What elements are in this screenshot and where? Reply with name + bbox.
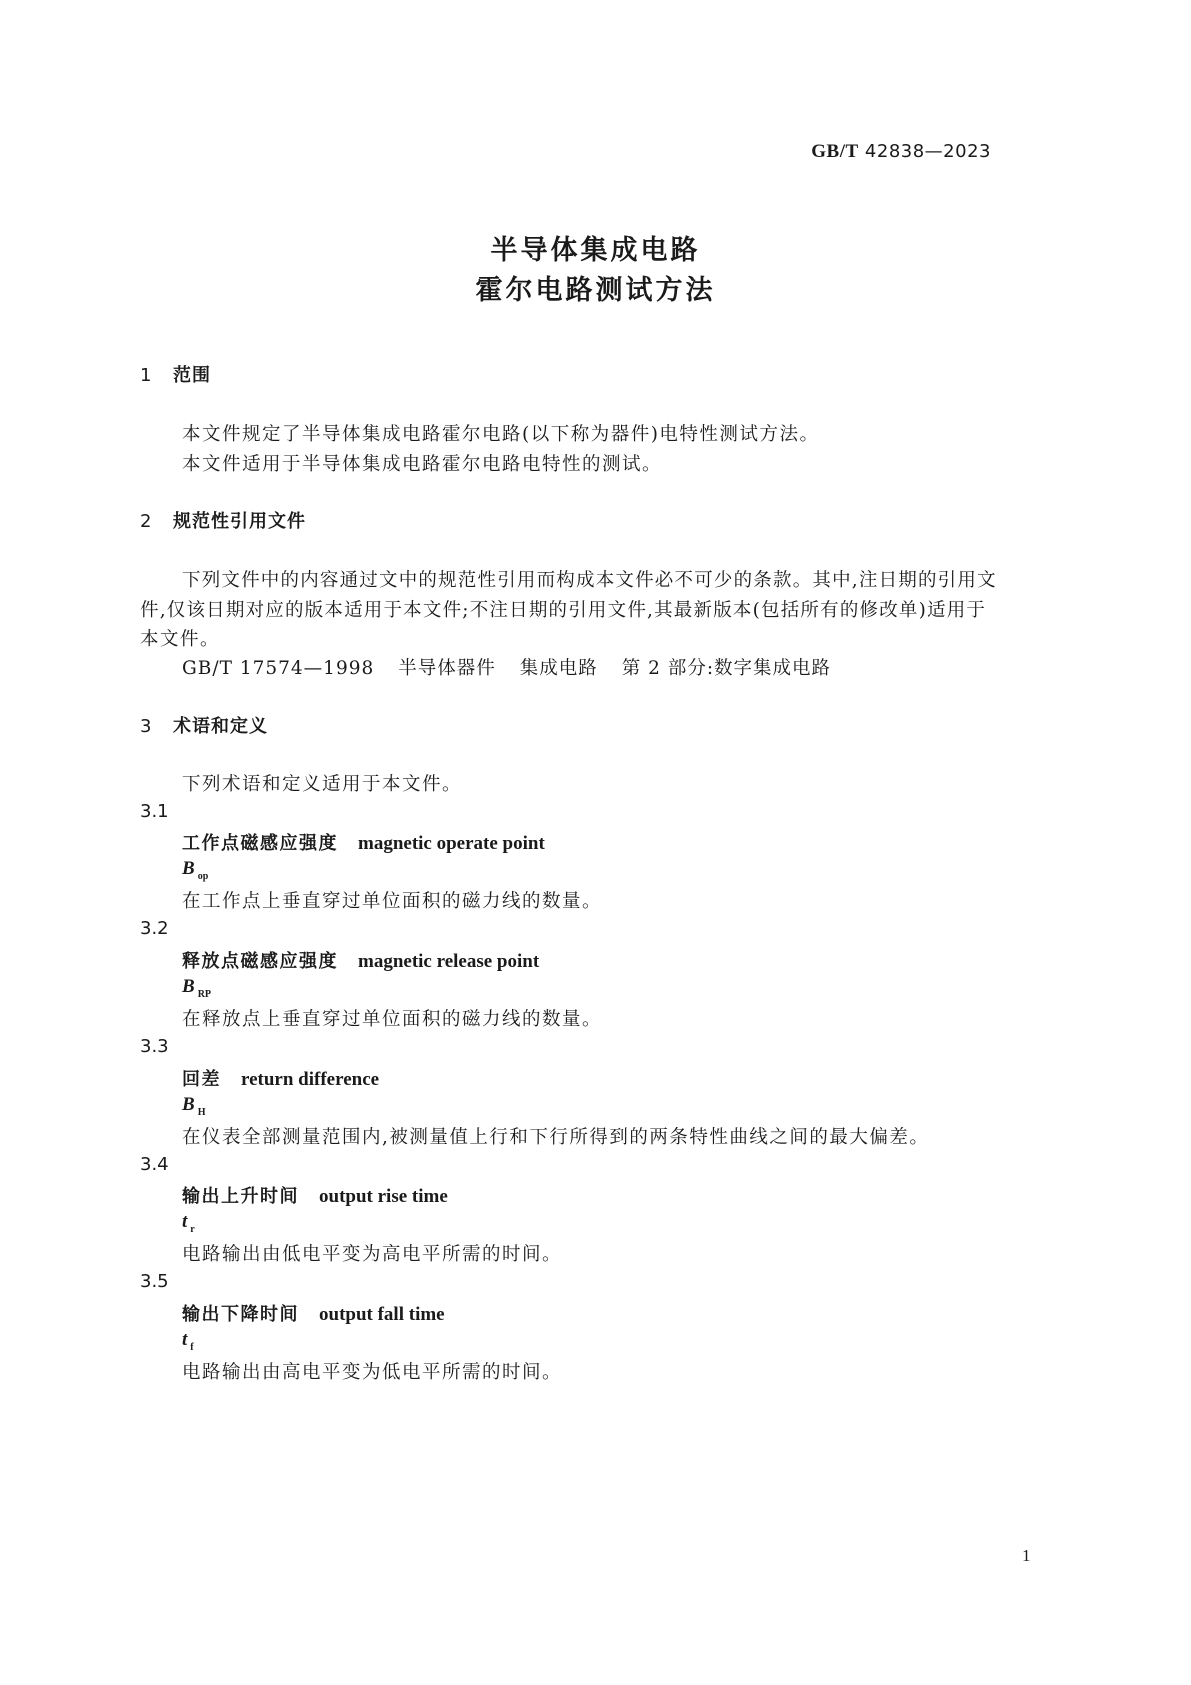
document-title-line1: 半导体集成电路 bbox=[490, 235, 701, 266]
section-2-heading bbox=[140, 507, 306, 533]
section-3-heading bbox=[140, 712, 268, 738]
standard-prefix: GB/T bbox=[811, 141, 859, 162]
symbol-letter: t bbox=[182, 1329, 188, 1350]
reference-part-3: 第 2 部分:数字集成电路 bbox=[621, 658, 832, 679]
term-number: 3.5 bbox=[140, 1271, 169, 1292]
page-number: 1 bbox=[1022, 1546, 1031, 1565]
symbol-letter: B bbox=[182, 976, 195, 997]
term-name-zh: 输出上升时间 bbox=[182, 1186, 299, 1207]
term-definition: 在释放点上垂直穿过单位面积的磁力线的数量。 bbox=[182, 1009, 603, 1030]
symbol-subscript: f bbox=[190, 1341, 194, 1353]
term-name-zh: 工作点磁感应强度 bbox=[182, 833, 338, 854]
term-title bbox=[182, 829, 545, 855]
term-name-zh: 释放点磁感应强度 bbox=[182, 951, 338, 972]
term-name-en: return difference bbox=[241, 1069, 380, 1090]
section-title: 术语和定义 bbox=[173, 716, 268, 737]
section-1-paragraph-1: 本文件规定了半导体集成电路霍尔电路(以下称为器件)电特性测试方法。 bbox=[182, 424, 820, 445]
document-title-line2: 霍尔电路测试方法 bbox=[475, 275, 716, 306]
section-1-heading bbox=[140, 361, 211, 387]
section-number: 1 bbox=[140, 365, 153, 386]
term-definition: 在仪表全部测量范围内,被测量值上行和下行所得到的两条特性曲线之间的最大偏差。 bbox=[182, 1127, 930, 1148]
term-name-zh: 输出下降时间 bbox=[182, 1304, 299, 1325]
term-name-en: magnetic release point bbox=[358, 951, 540, 972]
section-2-paragraph-line1: 下列文件中的内容通过文中的规范性引用而构成本文件必不可少的条款。其中,注日期的引用文 bbox=[182, 570, 997, 591]
term-title bbox=[182, 1065, 379, 1091]
term-symbol bbox=[182, 1329, 194, 1353]
term-symbol bbox=[182, 976, 211, 1000]
term-number: 3.4 bbox=[140, 1154, 169, 1175]
reference-part-1: 半导体器件 bbox=[398, 658, 496, 679]
term-name-zh: 回差 bbox=[182, 1069, 221, 1090]
reference-code: GB/T 17574—1998 bbox=[182, 658, 375, 679]
section-1-paragraph-2: 本文件适用于半导体集成电路霍尔电路电特性的测试。 bbox=[182, 454, 663, 475]
term-symbol bbox=[182, 1211, 195, 1235]
term-symbol bbox=[182, 858, 208, 882]
term-symbol bbox=[182, 1094, 205, 1118]
section-title: 规范性引用文件 bbox=[173, 511, 306, 532]
term-number: 3.2 bbox=[140, 918, 169, 939]
symbol-letter: B bbox=[182, 1094, 195, 1115]
section-2-paragraph-line3: 本文件。 bbox=[140, 629, 221, 650]
symbol-subscript: RP bbox=[197, 988, 212, 1000]
term-title bbox=[182, 1182, 448, 1208]
term-definition: 电路输出由高电平变为低电平所需的时间。 bbox=[182, 1362, 563, 1383]
term-definition: 在工作点上垂直穿过单位面积的磁力线的数量。 bbox=[182, 891, 603, 912]
term-name-en: output rise time bbox=[319, 1186, 448, 1207]
section-2-paragraph-line2: 件,仅该日期对应的版本适用于本文件;不注日期的引用文件,其最新版本(包括所有的修改单)适用于 bbox=[140, 600, 987, 621]
term-name-en: magnetic operate point bbox=[358, 833, 545, 854]
symbol-subscript: r bbox=[190, 1223, 195, 1235]
section-3-intro: 下列术语和定义适用于本文件。 bbox=[182, 774, 463, 795]
symbol-subscript: H bbox=[197, 1106, 206, 1118]
standard-number bbox=[811, 141, 991, 163]
term-title bbox=[182, 947, 539, 973]
term-name-en: output fall time bbox=[319, 1304, 445, 1325]
section-number: 3 bbox=[140, 716, 153, 737]
section-title: 范围 bbox=[173, 365, 211, 386]
term-number: 3.3 bbox=[140, 1036, 169, 1057]
symbol-subscript: op bbox=[197, 870, 209, 882]
symbol-letter: B bbox=[182, 858, 195, 879]
symbol-letter: t bbox=[182, 1211, 188, 1232]
reference-part-2: 集成电路 bbox=[519, 658, 598, 679]
term-definition: 电路输出由低电平变为高电平所需的时间。 bbox=[182, 1244, 563, 1265]
term-number: 3.1 bbox=[140, 801, 169, 822]
normative-reference bbox=[182, 654, 855, 680]
section-number: 2 bbox=[140, 511, 153, 532]
standard-code: 42838—2023 bbox=[864, 141, 991, 162]
term-title bbox=[182, 1300, 445, 1326]
